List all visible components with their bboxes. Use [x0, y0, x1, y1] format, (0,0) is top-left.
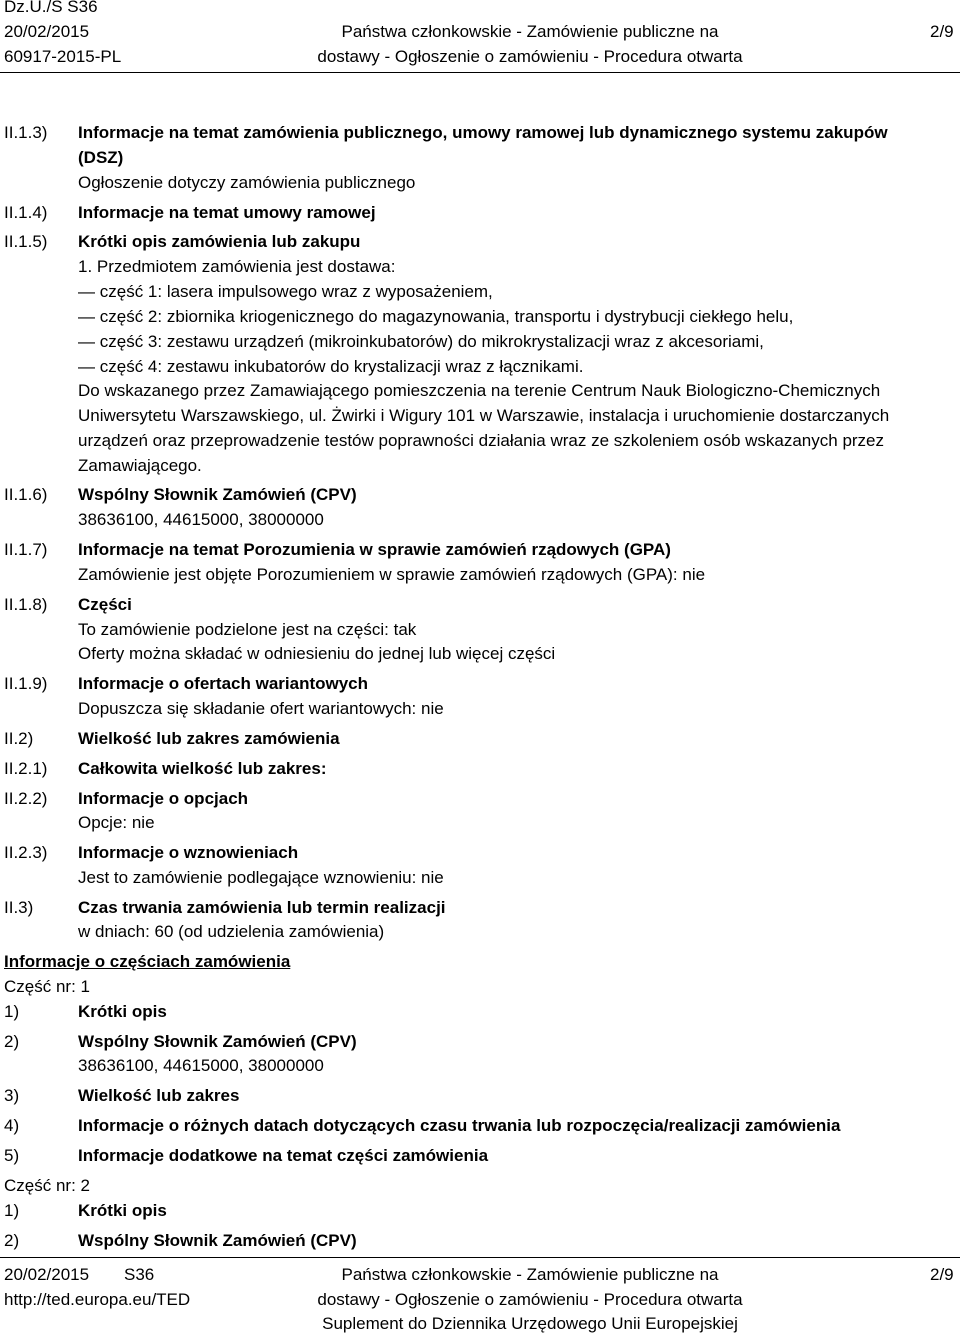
header-date: 20/02/2015	[4, 22, 90, 41]
section-number: II.2.3)	[4, 843, 48, 862]
description-line: Zamawiającego.	[78, 456, 202, 475]
section-number: II.1.7)	[4, 540, 48, 559]
section-number: II.1.4)	[4, 203, 48, 222]
description-line: Uniwersytetu Warszawskiego, ul. Żwirki i Wigury 101 w Warszawie, instalacja i uruchomienie dostarczanych	[78, 406, 890, 425]
parts-heading: Informacje o częściach zamówienia	[4, 952, 291, 971]
section-title-cont: (DSZ)	[78, 148, 124, 167]
section-title: Informacje na temat zamówienia publicznego, umowy ramowej lub dynamicznego systemu zakupów	[78, 123, 888, 142]
section-title: Informacje o ofertach wariantowych	[78, 674, 369, 693]
footer-series: S36	[124, 1265, 155, 1284]
cpv-codes: 38636100, 44615000, 38000000	[78, 1056, 324, 1075]
section-title: Krótki opis zamówienia lub zakupu	[78, 232, 361, 251]
description-list-item: — część 2: zbiornika kriogenicznego do magazynowania, transportu i dystrybucji ciekłego helu,	[78, 307, 793, 327]
item-number: 4)	[4, 1116, 20, 1135]
section-title: Informacje o wznowieniach	[78, 843, 299, 862]
section-number: II.2)	[4, 729, 34, 748]
item-title: Informacje dodatkowe na temat części zamówienia	[78, 1146, 489, 1165]
notice-id: 60917-2015-PL	[4, 47, 122, 66]
section-title: Całkowita wielkość lub zakres:	[78, 759, 327, 778]
description-line: urządzeń oraz przeprowadzenie testów poprawności działania wraz ze szkoleniem osób wskazanych przez	[78, 431, 885, 450]
item-number: 1)	[4, 1201, 20, 1220]
cpv-codes: 38636100, 44615000, 38000000	[78, 510, 324, 529]
section-title: Informacje na temat umowy ramowej	[78, 203, 376, 222]
item-number: 2)	[4, 1032, 20, 1051]
section-value: Opcje: nie	[78, 813, 155, 832]
footer-title-line2: dostawy - Ogłoszenie o zamówieniu - Procedura otwarta	[317, 1290, 743, 1309]
item-title: Krótki opis	[78, 1002, 167, 1021]
footer-title-line1: Państwa członkowskie - Zamówienie publiczne na	[341, 1265, 719, 1284]
description-list-item: — część 4: zestawu inkubatorów do krystalizacji wraz z łącznikami.	[78, 357, 583, 377]
section-value: To zamówienie podzielone jest na części: tak	[78, 620, 417, 639]
description-line: 1. Przedmiotem zamówienia jest dostawa:	[78, 257, 396, 276]
item-title: Krótki opis	[78, 1201, 167, 1220]
item-title: Wielkość lub zakres	[78, 1086, 240, 1105]
section-number: II.2.1)	[4, 759, 48, 778]
section-value: Oferty można składać w odniesieniu do jednej lub więcej części	[78, 644, 556, 663]
section-value: Jest to zamówienie podlegające wznowieniu: nie	[78, 868, 444, 887]
footer-page-number: 2/9	[930, 1265, 954, 1284]
part-label: Część nr: 1	[4, 977, 90, 996]
section-title: Wielkość lub zakres zamówienia	[78, 729, 340, 748]
page-header	[0, 0, 960, 72]
section-value: Zamówienie jest objęte Porozumieniem w sprawie zamówień rządowych (GPA): nie	[78, 565, 706, 584]
section-title: Informacje o opcjach	[78, 789, 249, 808]
header-divider	[0, 72, 960, 73]
item-number: 1)	[4, 1002, 20, 1021]
description-list-item: — część 1: lasera impulsowego wraz z wyposażeniem,	[78, 282, 493, 302]
header-page-number: 2/9	[930, 22, 954, 41]
section-title: Informacje na temat Porozumienia w sprawie zamówień rządowych (GPA)	[78, 540, 671, 559]
footer-url-link[interactable]: http://ted.europa.eu/TED	[4, 1290, 191, 1309]
footer-title-line3: Suplement do Dziennika Urzędowego Unii Europejskiej	[322, 1314, 738, 1333]
section-number: II.1.9)	[4, 674, 48, 693]
description-list-item: — część 3: zestawu urządzeń (mikroinkubatorów) do mikrokrystalizacji wraz z akcesoriami,	[78, 332, 764, 352]
item-number: 3)	[4, 1086, 20, 1105]
section-title: Wspólny Słownik Zamówień (CPV)	[78, 485, 357, 504]
header-title-line2: dostawy - Ogłoszenie o zamówieniu - Procedura otwarta	[317, 47, 743, 66]
item-title: Wspólny Słownik Zamówień (CPV)	[78, 1231, 357, 1250]
item-number: 2)	[4, 1231, 20, 1250]
section-value: w dniach: 60 (od udzielenia zamówienia)	[78, 922, 385, 941]
item-title: Wspólny Słownik Zamówień (CPV)	[78, 1032, 357, 1051]
section-number: II.1.3)	[4, 123, 48, 142]
header-title-line1: Państwa członkowskie - Zamówienie publiczne na	[341, 22, 719, 41]
section-value: Ogłoszenie dotyczy zamówienia publicznego	[78, 173, 416, 192]
section-number: II.1.6)	[4, 485, 48, 504]
section-value: Dopuszcza się składanie ofert wariantowych: nie	[78, 699, 444, 718]
part-label: Część nr: 2	[4, 1176, 90, 1195]
section-number: II.3)	[4, 898, 34, 917]
description-line: Do wskazanego przez Zamawiającego pomieszczenia na terenie Centrum Nauk Biologiczno-Chemicznych	[78, 381, 881, 400]
section-title: Części	[78, 595, 132, 614]
footer-divider	[0, 1257, 960, 1258]
footer-date: 20/02/2015	[4, 1265, 90, 1284]
section-number: II.2.2)	[4, 789, 48, 808]
item-number: 5)	[4, 1146, 20, 1165]
section-number: II.1.5)	[4, 232, 48, 251]
item-title: Informacje o różnych datach dotyczących czasu trwania lub rozpoczęcia/realizacji zamówienia	[78, 1116, 841, 1135]
section-number: II.1.8)	[4, 595, 48, 614]
journal-ref: Dz.U./S S36	[4, 0, 98, 16]
section-title: Czas trwania zamówienia lub termin realizacji	[78, 898, 446, 917]
